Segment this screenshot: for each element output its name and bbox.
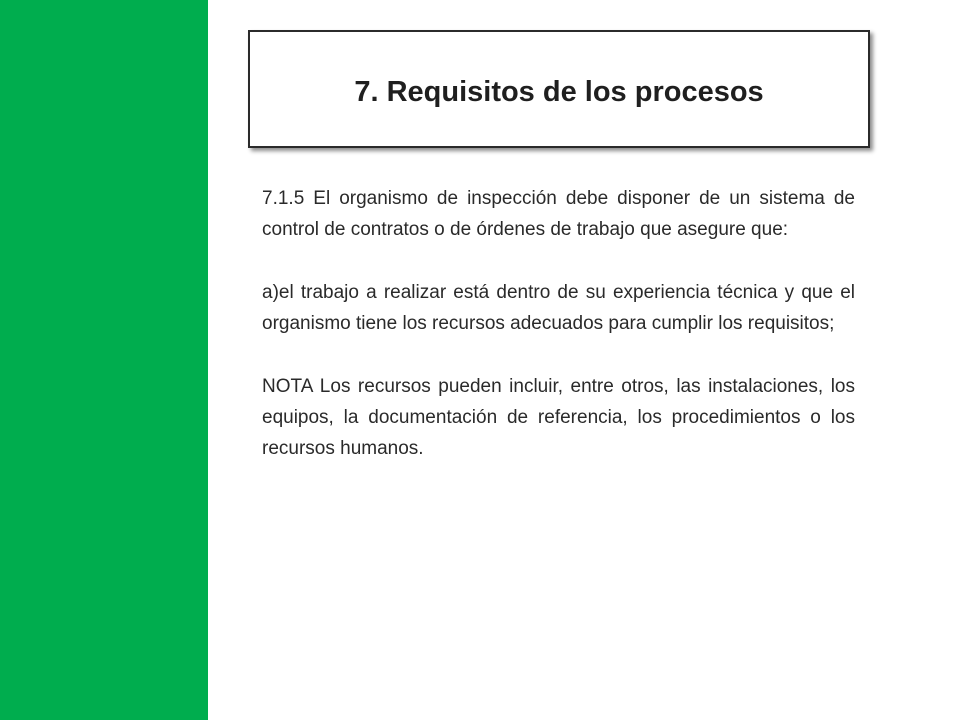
title-box [248,30,870,148]
green-side-bar [0,0,208,720]
paragraph-nota: NOTA Los recursos pueden incluir, entre otros, las instalaciones, los equipos, la documentación de referencia, los procedimientos o los recursos humanos. [262,376,855,459]
slide-body [262,183,855,496]
slide-title: 7. Requisitos de los procesos [354,75,764,108]
paragraph-item-a: a)el trabajo a realizar está dentro de su experiencia técnica y que el organismo tiene los recursos adecuados para cumplir los requisitos; [262,282,855,334]
paragraph-clause-7-1-5: 7.1.5 El organismo de inspección debe disponer de un sistema de control de contratos o de órdenes de trabajo que asegure que: [262,188,855,240]
